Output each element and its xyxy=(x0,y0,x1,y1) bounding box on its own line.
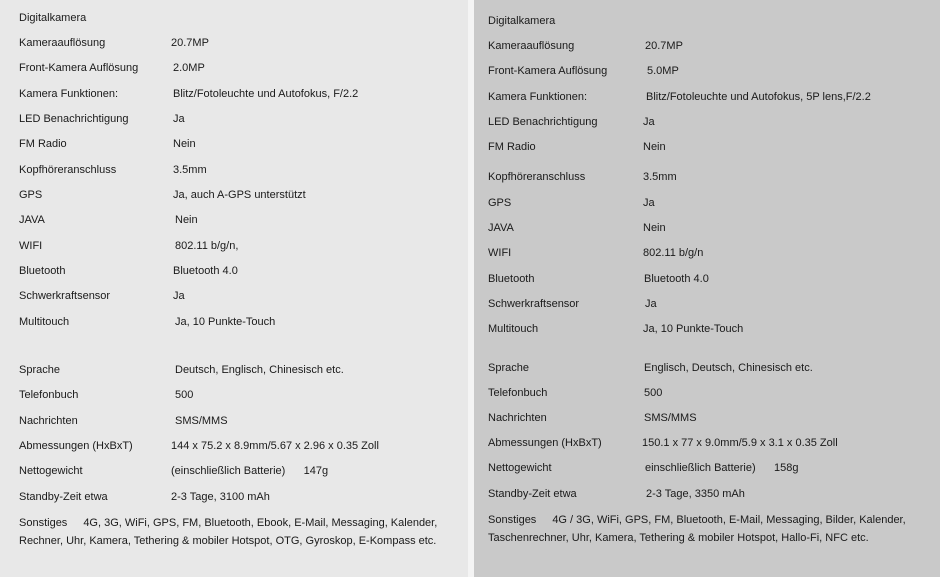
spec-value: 2.0MP xyxy=(173,62,205,74)
spec-value: 20.7MP xyxy=(645,40,683,52)
spec-label: WIFI xyxy=(488,247,512,259)
spec-value: 150.1 x 77 x 9.0mm/5.9 x 3.1 x 0.35 Zoll xyxy=(642,437,838,449)
spec-label: Kamera Funktionen: xyxy=(19,88,119,100)
spec-label: JAVA xyxy=(488,222,514,234)
spec-label: FM Radio xyxy=(19,138,67,150)
spec-value: 2-3 Tage, 3350 mAh xyxy=(646,488,745,500)
spec-label: Schwerkraftsensor xyxy=(488,298,580,310)
panel-title: Digitalkamera xyxy=(19,12,87,24)
spec-value: Deutsch, Englisch, Chinesisch etc. xyxy=(175,364,344,376)
spec-value: 802.11 b/g/n, xyxy=(175,240,239,252)
spec-value: Ja xyxy=(173,290,185,302)
spec-value: 500 xyxy=(175,389,194,401)
spec-value: Ja xyxy=(643,197,655,209)
spec-value: Ja, 10 Punkte-Touch xyxy=(175,316,276,328)
spec-value: Blitz/Fotoleuchte und Autofokus, F/2.2 xyxy=(173,88,359,100)
spec-value: Nein xyxy=(643,222,666,234)
spec-value: (einschließlich Batterie) 147g xyxy=(171,465,329,477)
spec-label: Multitouch xyxy=(19,316,70,328)
spec-value: Ja, 10 Punkte-Touch xyxy=(643,323,744,335)
spec-label: Nachrichten xyxy=(19,415,78,427)
spec-value: Ja xyxy=(643,116,655,128)
spec-value: Ja xyxy=(645,298,657,310)
spec-value: Bluetooth 4.0 xyxy=(644,273,709,285)
spec-label: Standby-Zeit etwa xyxy=(488,488,577,500)
spec-label: Bluetooth xyxy=(19,265,66,277)
spec-value: einschließlich Batterie) 158g xyxy=(645,462,799,474)
spec-label: Nettogewicht xyxy=(19,465,83,477)
spec-label: Abmessungen (HxBxT) xyxy=(19,440,133,452)
spec-panel-left xyxy=(0,0,468,577)
spec-label: Bluetooth xyxy=(488,273,535,285)
spec-label: Telefonbuch xyxy=(19,389,79,401)
spec-value: Bluetooth 4.0 xyxy=(173,265,238,277)
spec-other xyxy=(488,511,928,547)
spec-value: Englisch, Deutsch, Chinesisch etc. xyxy=(644,362,813,374)
spec-label: Sonstiges xyxy=(19,517,68,529)
spec-value: SMS/MMS xyxy=(644,412,697,424)
spec-label: GPS xyxy=(488,197,512,209)
spec-value: Ja, auch A-GPS unterstützt xyxy=(173,189,306,201)
spec-value: 20.7MP xyxy=(171,37,209,49)
spec-label: WIFI xyxy=(19,240,43,252)
spec-value: 144 x 75.2 x 8.9mm/5.67 x 2.96 x 0.35 Zoll xyxy=(171,440,379,452)
spec-value: Blitz/Fotoleuchte und Autofokus, 5P lens,F/2.2 xyxy=(646,91,871,103)
spec-value: 3.5mm xyxy=(643,171,677,183)
spec-label: Front-Kamera Auflösung xyxy=(488,65,608,77)
spec-label: Sprache xyxy=(488,362,529,374)
spec-label: Sonstiges xyxy=(488,514,537,526)
spec-label: FM Radio xyxy=(488,141,536,153)
spec-label: Kameraauflösung xyxy=(19,37,106,49)
spec-value: Nein xyxy=(175,214,198,226)
spec-label: LED Benachrichtigung xyxy=(19,113,129,125)
spec-value: SMS/MMS xyxy=(175,415,228,427)
spec-value: 5.0MP xyxy=(647,65,679,77)
spec-value: 4G / 3G, WiFi, GPS, FM, Bluetooth, E-Mail, Messaging, Bilder, Kalender, Taschenrechner, Uhr, Kamera, Tethering & mobiler Hotspot, Hallo-Fi, NFC etc. xyxy=(488,514,906,544)
spec-label: GPS xyxy=(19,189,43,201)
spec-label: Schwerkraftsensor xyxy=(19,290,111,302)
spec-label: Kopfhöreranschluss xyxy=(19,164,117,176)
spec-label: Standby-Zeit etwa xyxy=(19,491,108,503)
spec-value: 4G, 3G, WiFi, GPS, FM, Bluetooth, Ebook, E-Mail, Messaging, Kalender, Rechner, Uhr, Kamera, Tethering & mobiler Hotspot, OTG, Gyroskop, E-Kompass etc. xyxy=(19,517,438,547)
spec-value: 3.5mm xyxy=(173,164,207,176)
spec-label: Kopfhöreranschluss xyxy=(488,171,586,183)
spec-label: Nettogewicht xyxy=(488,462,552,474)
spec-label: Multitouch xyxy=(488,323,539,335)
spec-label: Abmessungen (HxBxT) xyxy=(488,437,602,449)
spec-value: Ja xyxy=(173,113,185,125)
spec-label: Telefonbuch xyxy=(488,387,548,399)
spec-panel-right xyxy=(474,0,940,577)
spec-label: JAVA xyxy=(19,214,45,226)
spec-label: Kamera Funktionen: xyxy=(488,91,588,103)
spec-label: Kameraauflösung xyxy=(488,40,575,52)
spec-value: Nein xyxy=(643,141,666,153)
panel-title: Digitalkamera xyxy=(488,15,556,27)
spec-value: 500 xyxy=(644,387,663,399)
spec-label: Front-Kamera Auflösung xyxy=(19,62,139,74)
spec-label: LED Benachrichtigung xyxy=(488,116,598,128)
spec-other xyxy=(19,514,459,550)
spec-value: 802.11 b/g/n xyxy=(643,247,704,259)
spec-value: Nein xyxy=(173,138,196,150)
spec-value: 2-3 Tage, 3100 mAh xyxy=(171,491,270,503)
spec-label: Sprache xyxy=(19,364,60,376)
spec-label: Nachrichten xyxy=(488,412,547,424)
